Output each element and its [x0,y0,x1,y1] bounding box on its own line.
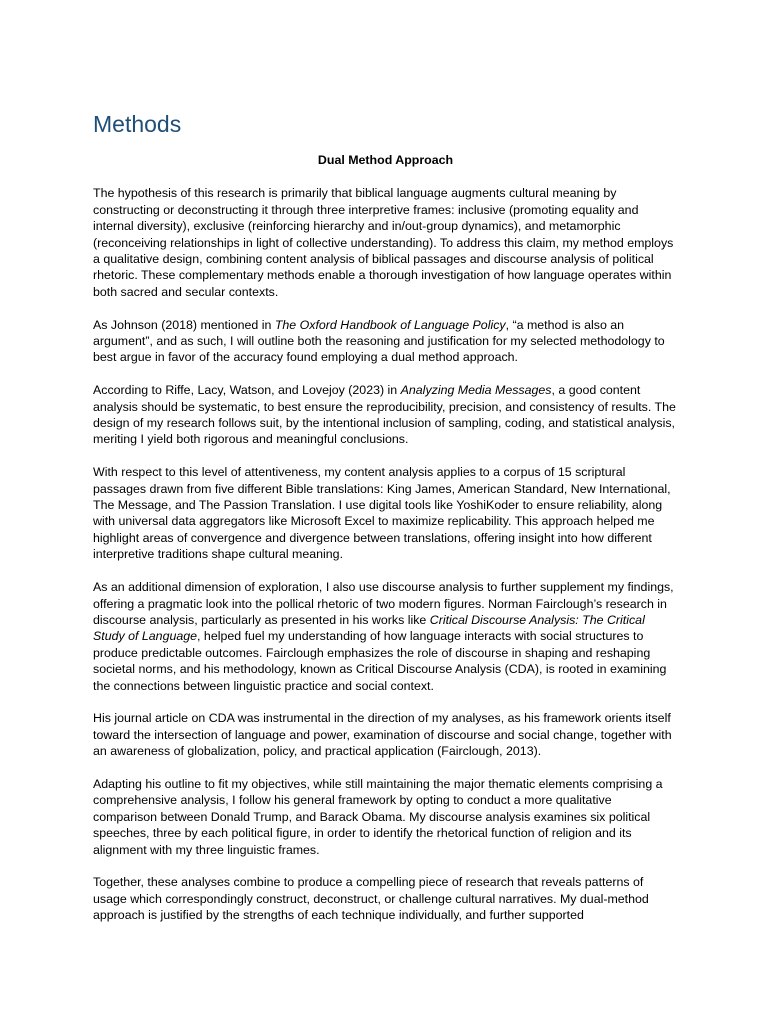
paragraph-text: , a good content analysis should be systematic, to best ensure the reproducibility, precision, and consistency of results. The design of my research follows suit, by the intentional inclusion of sampling, coding, and statistical analysis, meriting I yield both rigorous and meaningful conclusions. [93,383,676,447]
book-title: Critical Discourse Analysis: The Critical Study of Language [93,612,645,644]
document-page [93,110,678,940]
section-heading: Methods [93,111,182,137]
paragraph-framework: Adapting his outline to fit my objectives, while still maintaining the major thematic elements comprising a comprehensive analysis, I follow his general framework by opting to conduct a more qualitative comparison between Donald Trump, and Barack Obama. My discourse analysis examines six political speeches, three by each political figure, in order to identify the rhetorical function of religion and its alignment with my three linguistic frames. [93,776,663,857]
paragraph-discourse-analysis [93,579,678,694]
paragraph-text: As Johnson (2018) mentioned in [93,317,275,332]
paragraph-johnson [93,317,678,366]
paragraph-hypothesis: The hypothesis of this research is primarily that biblical language augments cultural meaning by constructing or deconstructing it through three interpretive frames: inclusive (promoting equality and internal diversity), exclusive (reinforcing hierarchy and in/out-group dynamics), and metamorphic (reconceiving relationships in light of collective understanding). To address this claim, my method employs a qualitative design, combining content analysis of biblical passages and discourse analysis of political rhetoric. These complementary methods enable a thorough investigation of how language operates within both sacred and secular contexts. [93,186,674,299]
book-title: Analyzing Media Messages [400,383,552,398]
paragraph-riffe [93,382,678,448]
subsection-title: Dual Method Approach [317,153,454,167]
paragraph-text: , helped fuel my understanding of how language interacts with social structures to produce predictable outcomes. Fairclough emphasizes the role of discourse in shaping and reshaping societal norms, and his methodology, known as Critical Discourse Analysis (CDA), is rooted in examining the connections between linguistic practice and social context. [93,629,667,693]
paragraph-text: , “a method is also an argument”, and as such, I will outline both the reasoning and justification for my selected methodology to best argue in favor of the accuracy found employing a dual method approach. [93,317,665,365]
paragraph-text: As an additional dimension of exploration, I also use discourse analysis to further supplement my findings, offering a pragmatic look into the pollical rhetoric of two modern figures. Norman Fairclough’s research in discourse analysis, particularly as presented in his works like [93,580,674,627]
paragraph-cda-article: His journal article on CDA was instrumental in the direction of my analyses, as his framework orients itself toward the intersection of language and power, examination of discourse and social change, together with an awareness of globalization, policy, and practical application (Fairclough, 2013). [93,711,672,759]
paragraph-conclusion: Together, these analyses combine to produce a compelling piece of research that reveals patterns of usage which correspondingly construct, deconstruct, or challenge cultural narratives. My dual-method approach is justified by the strengths of each technique individually, and further supported [93,875,649,923]
paragraph-text: According to Riffe, Lacy, Watson, and Lovejoy (2023) in [93,383,401,398]
book-title: The Oxford Handbook of Language Policy [274,317,506,332]
paragraph-content-analysis: With respect to this level of attentiveness, my content analysis applies to a corpus of 15 scriptural passages drawn from five different Bible translations: King James, American Standard, New International, The Message, and The Passion Translation. I use digital tools like YoshiKoder to ensure reliability, along with universal data aggregators like Microsoft Excel to maximize replicability. This approach helped me highlight areas of convergence and divergence between translations, offering insight into how different interpretive traditions shape cultural meaning. [93,465,671,562]
